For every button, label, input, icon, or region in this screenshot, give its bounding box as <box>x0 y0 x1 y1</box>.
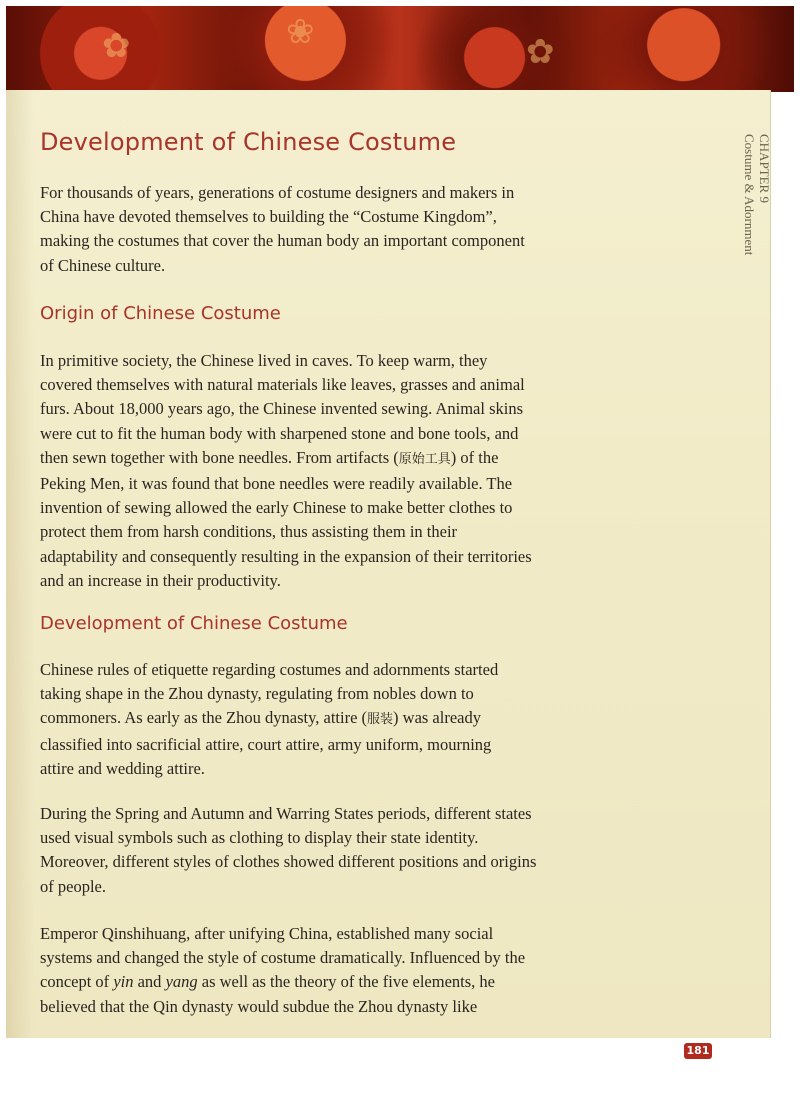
intro-paragraph: For thousands of years, generations of costume designers and makers in China have devoted themselves to building the “Costume Kingdom”, making the costumes that cover the human body an important component of Chinese culture. <box>40 183 525 275</box>
page-gutter-shadow <box>6 90 34 1100</box>
page-bottom-margin <box>6 1038 800 1105</box>
page-title: Development of Chinese Costume <box>40 128 457 156</box>
section-heading-development: Development of Chinese Costume <box>40 613 348 634</box>
development-text-start: Chinese rules of etiquette regarding costumes and adornments started taking shape in the Zhou dynasty, regulating from nobles down to commoners. As early as the Zhou dynasty, attire ( <box>40 660 499 728</box>
lantern-decoration-icon: ✿ <box>102 28 131 65</box>
development-paragraph-1 <box>40 658 524 781</box>
section-heading-origin: Origin of Chinese Costume <box>40 303 281 324</box>
origin-paragraph <box>40 349 536 593</box>
development-text-end: ) was already classified into sacrificial attire, court attire, army uniform, mourning attire and wedding attire. <box>40 708 492 778</box>
development-paragraph-2: During the Spring and Autumn and Warring States periods, different states used visual symbols such as clothing to display their state identity. Moreover, different styles of clothes showed different positions and origins of people. <box>40 804 537 896</box>
development-paragraph-3 <box>40 922 538 1019</box>
emperor-text-and: and <box>133 972 166 992</box>
chinese-term-artifacts: 原始工具 <box>398 451 451 467</box>
term-yang: yang <box>165 972 198 992</box>
origin-text-start: In primitive society, the Chinese lived in caves. To keep warm, they covered themselves with natural materials like leaves, grasses and animal furs. About 18,000 years ago, the Chinese invented sewing. Animal skins were cut to fit the human body with sharpened stone and bone tools, and then sewn together with bone needles. From artifacts ( <box>40 351 525 467</box>
term-yin: yin <box>113 972 134 992</box>
chapter-title: Costume & Adornment <box>742 134 757 256</box>
chapter-number: CHAPTER 9 <box>757 134 772 203</box>
emperor-text-end: as well as the theory of the five elements, he believed that the Qin dynasty would subdue the Zhou dynasty like <box>40 972 495 1016</box>
page-number-badge: 181 <box>684 1043 712 1059</box>
chapter-side-label <box>726 134 772 274</box>
lantern-decoration-icon: ✿ <box>526 34 555 71</box>
chinese-term-attire: 服装 <box>367 712 394 728</box>
lantern-decoration-icon: ❀ <box>286 14 315 51</box>
origin-text-end: ) of the Peking Men, it was found that bone needles were readily available. The invention of sewing allowed the early Chinese to make better clothes to protect them from harsh conditions, thus assisting them in their adaptability and consequently resulting in the expansion of their territories and an increase in their productivity. <box>40 447 532 590</box>
header-photo-banner <box>6 6 794 92</box>
emperor-text-start: Emperor Qinshihuang, after unifying China, established many social systems and changed the style of costume dramatically. Influenced by the concept of <box>40 924 526 992</box>
